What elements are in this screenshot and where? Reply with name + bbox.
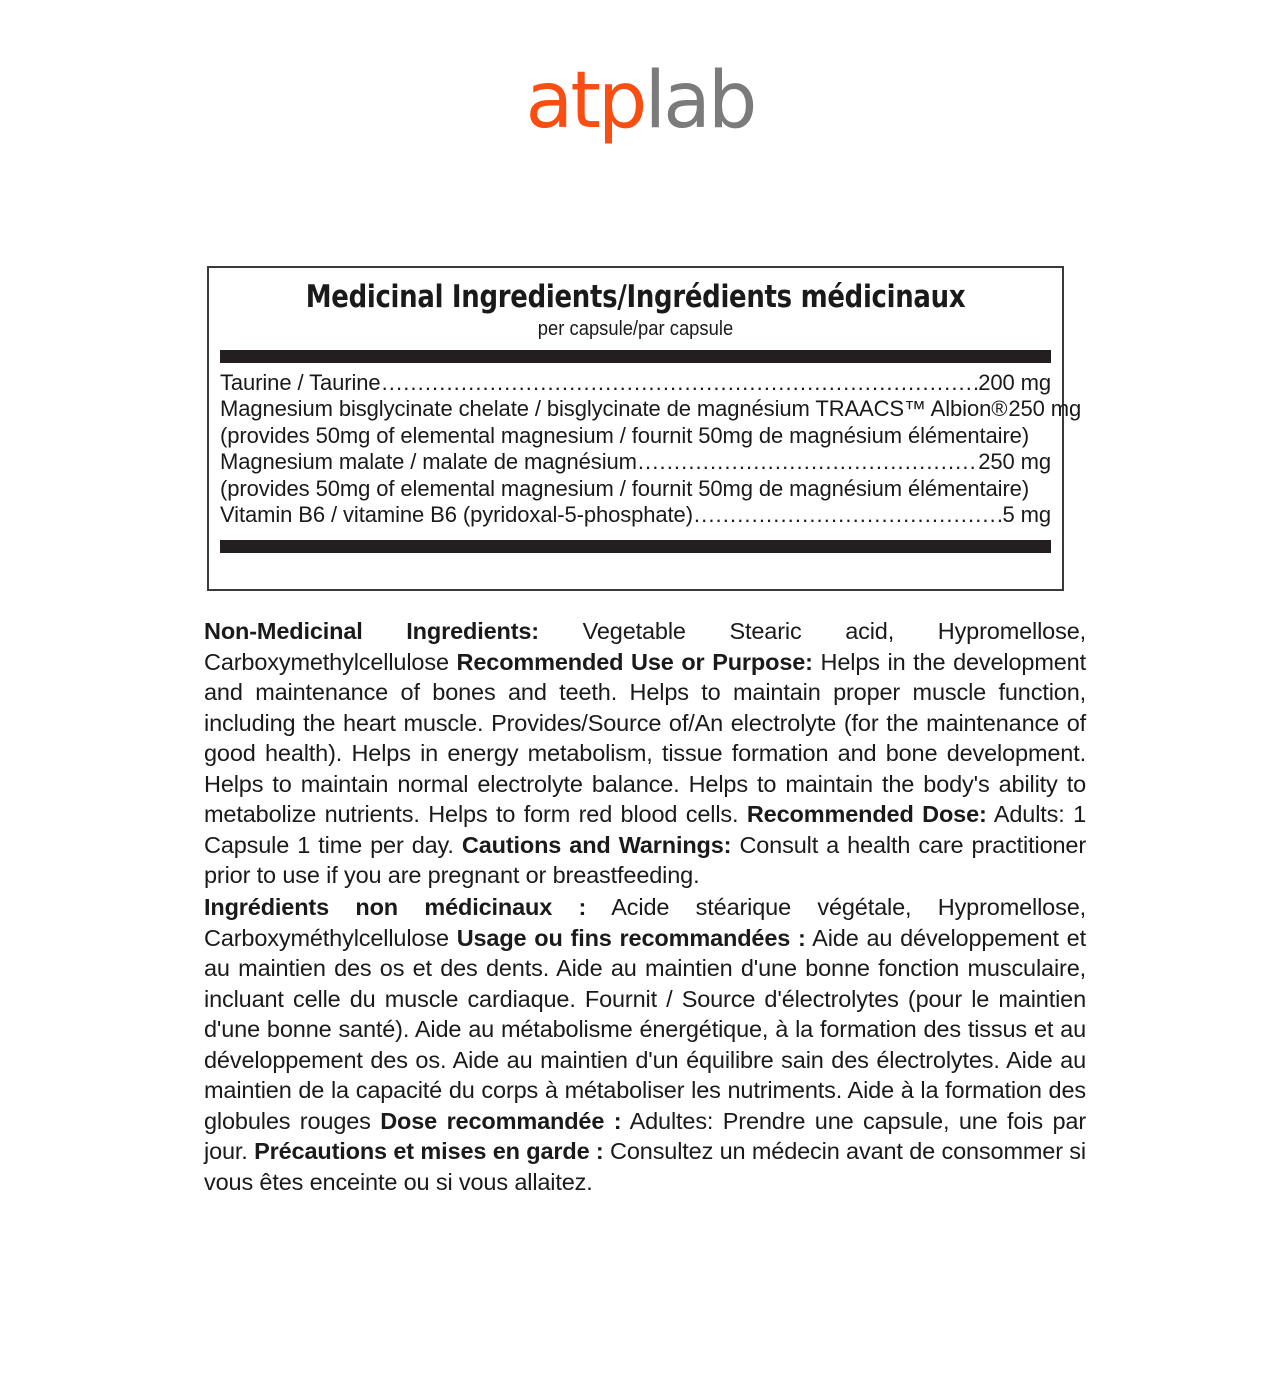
ingredient-name: Vitamin B6 / vitamine B6 (pyridoxal-5-phosphate) [220, 502, 693, 528]
text-cautions-en: Consult a health care practitioner prior to use if you are pregnant or breastfeeding. [204, 831, 1086, 888]
logo-text [525, 56, 755, 146]
brand-logo [0, 56, 1280, 146]
ingredient-row [220, 449, 1051, 476]
english-paragraph [204, 616, 1086, 891]
ingredient-row [220, 423, 1051, 450]
english-directions-block [204, 616, 1086, 891]
panel-title: Medicinal Ingredients/Ingrédients médicinaux [305, 279, 966, 315]
medicinal-ingredients-panel [207, 266, 1082, 591]
ingredient-name: Magnesium malate / malate de magnésium [220, 449, 637, 475]
text-cautions-fr: Consultez un médecin avant de consommer si vous êtes enceinte ou si vous allaitez. [204, 1138, 1086, 1195]
text-recommended-dose-en: Adults: 1 Capsule 1 time per day. [204, 801, 1086, 858]
label-cautions-en: Cautions and Warnings: [461, 831, 732, 858]
ingredient-row [220, 396, 1082, 423]
label-recommended-use-fr: Usage ou fins recommandées : [456, 924, 806, 951]
ingredient-name: (provides 50mg of elemental magnesium / fournit 50mg de magnésium élémentaire) [220, 422, 1030, 448]
text-recommended-use-en: Helps in the development and maintenance of bones and teeth. Helps to maintain proper muscle function, including the heart muscle. Provides/Source of/An electrolyte (for the maintenance of good health). Helps in energy metabolism, tissue formation and bone development. Helps to maintain normal electrolyte balance. Helps to maintain the body's ability to metabolize nutrients. Helps to form red blood cells. [204, 648, 1086, 827]
french-directions-block [204, 892, 1086, 1197]
logo-lab: lab [644, 56, 755, 146]
ingredient-name: Magnesium bisglycinate chelate / bisglycinate de magnésium TRAACS™ Albion® [220, 396, 1008, 422]
french-paragraph [204, 892, 1086, 1197]
ingredient-row [220, 502, 1051, 529]
text-recommended-use-fr: Aide au développement et au maintien des os et des dents. Aide au maintien d'une bonne fonction musculaire, incluant celle du muscle cardiaque. Fournit / Source d'électrolytes (pour le maintien d'une bonne santé). Aide au métabolisme énergétique, à la formation des tissus et au développement des os. Aide au maintien d'un équilibre sain des électrolytes. Aide au maintien de la capacité du corps à métaboliser les nutriments. Aide à la formation des globules rouges [204, 924, 1086, 1134]
ingredient-name: Taurine / Taurine [220, 369, 381, 395]
panel-bottom-rule [220, 540, 1051, 553]
ingredient-row [220, 476, 1051, 503]
ingredient-rows [220, 369, 1082, 529]
dot-leader [382, 370, 979, 397]
text-non-medicinal-fr: Acide stéarique végétale, Hypromellose, Carboxyméthylcellulose [204, 894, 1086, 951]
panel-subtitle: per capsule/par capsule [537, 317, 734, 340]
panel-top-rule [220, 350, 1051, 363]
label-recommended-use-en: Recommended Use or Purpose: [456, 648, 813, 675]
logo-atp: atp [525, 56, 645, 146]
ingredient-amount: 200 mg [978, 369, 1051, 395]
ingredient-amount: 5 mg [1002, 502, 1051, 528]
ingredient-name: (provides 50mg of elemental magnesium / fournit 50mg de magnésium élémentaire) [220, 475, 1030, 501]
label-non-medicinal-ingredients-fr: Ingrédients non médicinaux : [204, 894, 587, 920]
label-recommended-dose-en: Recommended Dose: [746, 801, 987, 827]
ingredient-amount: 250 mg [1008, 396, 1082, 422]
label-recommended-dose-fr: Dose recommandée : [380, 1107, 622, 1134]
dot-leader [638, 449, 978, 476]
text-recommended-dose-fr: Adultes: Prendre une capsule, une fois par jour. [204, 1107, 1086, 1164]
label-cautions-fr: Précautions et mises en garde : [254, 1138, 604, 1164]
ingredient-amount: 250 mg [978, 449, 1051, 475]
ingredient-row [220, 370, 1051, 397]
label-non-medicinal-ingredients-en: Non-Medicinal Ingredients: [204, 618, 539, 644]
dot-leader [694, 502, 1003, 529]
text-non-medicinal-en: Vegetable Stearic acid, Hypromellose, Carboxymethylcellulose [204, 618, 1087, 675]
